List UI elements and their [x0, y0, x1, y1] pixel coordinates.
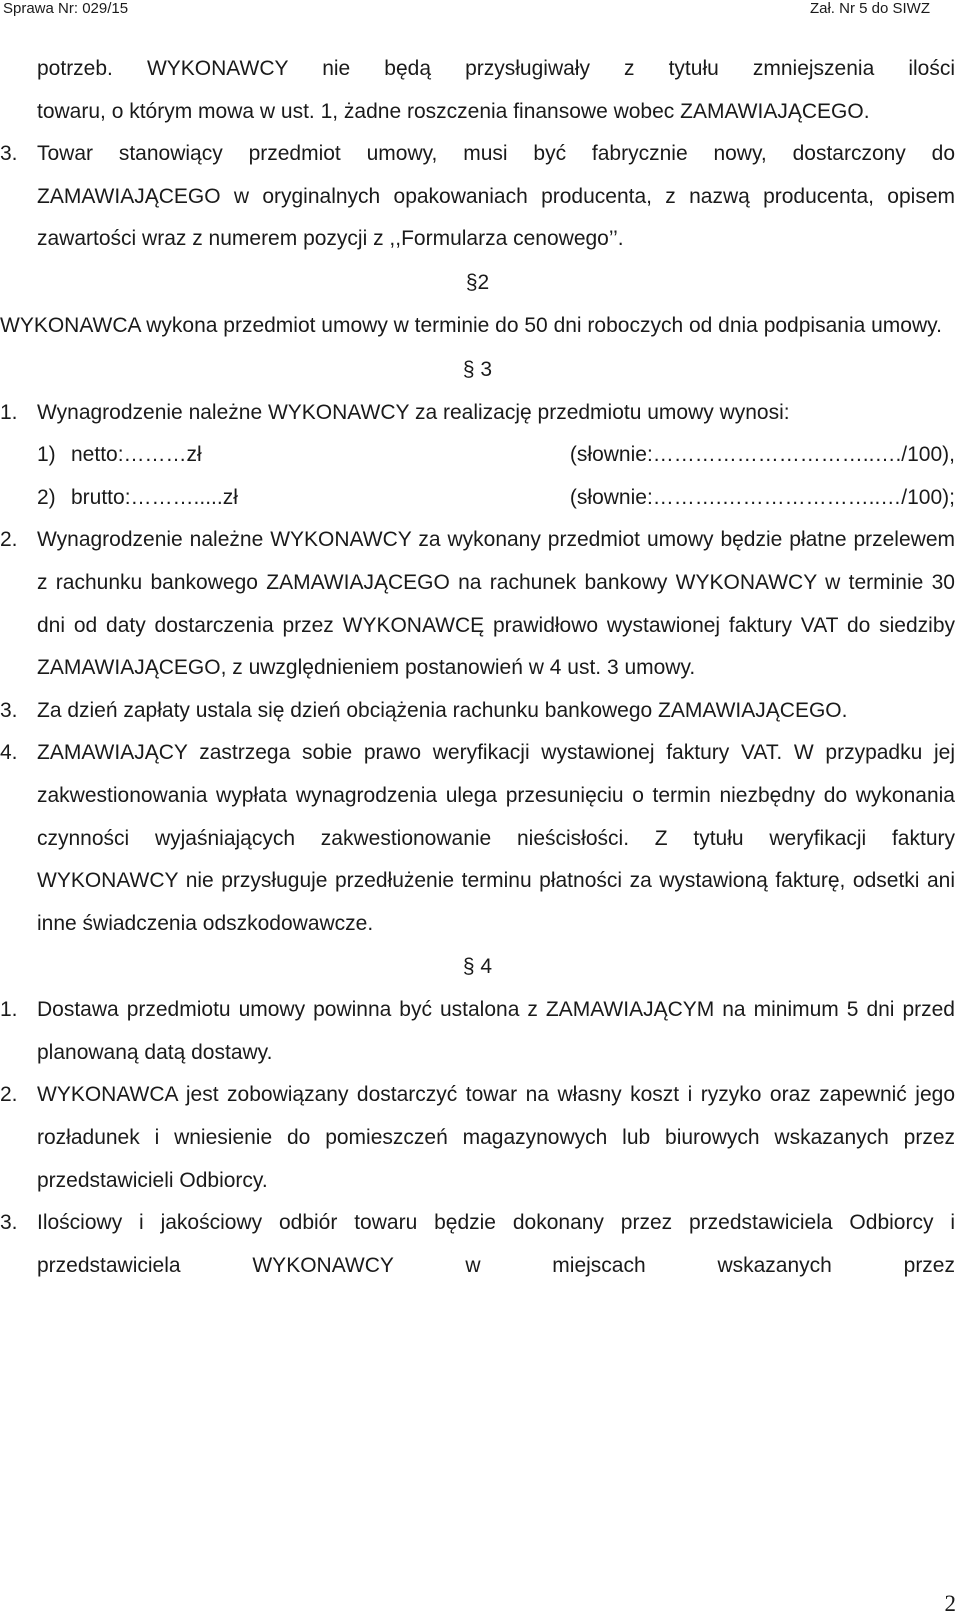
section-number: 2	[477, 270, 490, 294]
list-number: 3.	[0, 142, 18, 166]
list-number: 4.	[0, 741, 18, 765]
list-text: Dostawa przedmiotu umowy powinna być ustalona z ZAMAWIAJĄCYM na minimum 5 dni przed planowaną datą dostawy.	[37, 998, 955, 1064]
list-item-2	[0, 519, 955, 689]
list-item-1b	[0, 989, 955, 1074]
section-heading-4: § 4	[462, 955, 493, 979]
list-item-3	[0, 133, 955, 261]
section-number: 4	[480, 955, 493, 979]
list-text: WYKONAWCA jest zobowiązany dostarczyć towar na własny koszt i ryzyko oraz zapewnić jego rozładunek i wniesienie do pomieszczeń magazynowych lub biurowych wskazanych przez przedstawicieli Odbiorcy.	[37, 1083, 955, 1192]
netto-line: netto:………zł (słownie:…………………………..…./100),	[71, 443, 955, 467]
list-number: 2.	[0, 1083, 18, 1107]
list-text: Wynagrodzenie należne WYKONAWCY za wykonany przedmiot umowy będzie płatne przelewem z rachunku bankowego ZAMAWIAJĄCEGO na rachunek bankowy WYKONAWCY w terminie 30 dni od daty dostarczenia przez WYKONAWCĘ prawidłowo wystawionej faktury VAT do siedziby ZAMAWIAJĄCEGO, z uwzględnieniem postanowień w 4 ust. 3 umowy.	[37, 528, 955, 680]
list-number: 2.	[0, 528, 18, 552]
header-attachment-label: Zał. Nr 5 do SIWZ	[809, 0, 930, 17]
section-heading-2: §2	[465, 270, 490, 294]
document-body	[0, 48, 955, 1287]
section-heading-3: § 3	[462, 357, 493, 381]
list-number: 1.	[0, 998, 18, 1022]
paragraph-continuation-line: potrzeb. WYKONAWCY nie będą przysługiwały z tytułu zmniejszenia ilości	[37, 57, 955, 80]
list-item-3b	[0, 690, 955, 733]
amount-sublist	[0, 434, 955, 519]
list-item-1	[0, 392, 955, 435]
list-item-3c	[0, 1202, 955, 1287]
list-number: 3.	[0, 698, 18, 722]
list-text: Wynagrodzenie należne WYKONAWCY za realizację przedmiotu umowy wynosi:	[37, 400, 790, 424]
list-item-2b	[0, 1074, 955, 1202]
list-number: 3.	[0, 1211, 18, 1235]
header-case-number: Sprawa Nr: 029/15	[3, 0, 129, 17]
sublist-number: 1)	[37, 443, 56, 467]
list-text: Za dzień zapłaty ustala się dzień obciążenia rachunku bankowego ZAMAWIAJĄCEGO.	[37, 698, 848, 722]
section-number: 3	[480, 357, 493, 381]
paragraph-continuation: towaru, o którym mowa w ust. 1, żadne roszczenia finansowe wobec ZAMAWIAJĄCEGO.	[37, 99, 870, 123]
list-item-4	[0, 732, 955, 945]
list-text: ZAMAWIAJĄCY zastrzega sobie prawo weryfikacji wystawionej faktury VAT. W przypadku jej zakwestionowania wypłata wynagrodzenia ulega przesunięciu o termin niezbędny do wykonania czynności wyjaśniających zakwestionowanie nieścisłości. Z tytułu weryfikacji faktury WYKONAWCY nie przysługuje przedłużenie terminu płatności za wystawioną fakturę, odsetki ani inne świadczenia odszkodowawcze.	[37, 741, 955, 935]
page-number: 2	[944, 1591, 956, 1616]
brutto-line: brutto:……….....zł (słownie:……….…………………..…/100);	[71, 485, 955, 509]
list-number: 1.	[0, 400, 18, 424]
list-text: Towar stanowiący przedmiot umowy, musi być fabrycznie nowy, dostarczony do ZAMAWIAJĄCEGO w oryginalnych opakowaniach producenta, z nazwą producenta, opisem zawartości wraz z numerem pozycji z ,,Formularza cenowego’’.	[37, 142, 955, 251]
list-text: Ilościowy i jakościowy odbiór towaru będzie dokonany przez przedstawiciela Odbiorcy i przedstawiciela WYKONAWCY w miejscach wskazanych przez	[37, 1211, 955, 1277]
sublist-item-netto	[37, 434, 955, 477]
sublist-item-brutto	[37, 477, 955, 520]
term-paragraph: WYKONAWCA wykona przedmiot umowy w terminie do 50 dni roboczych od dnia podpisania umowy.	[0, 313, 942, 337]
sublist-number: 2)	[37, 485, 56, 509]
